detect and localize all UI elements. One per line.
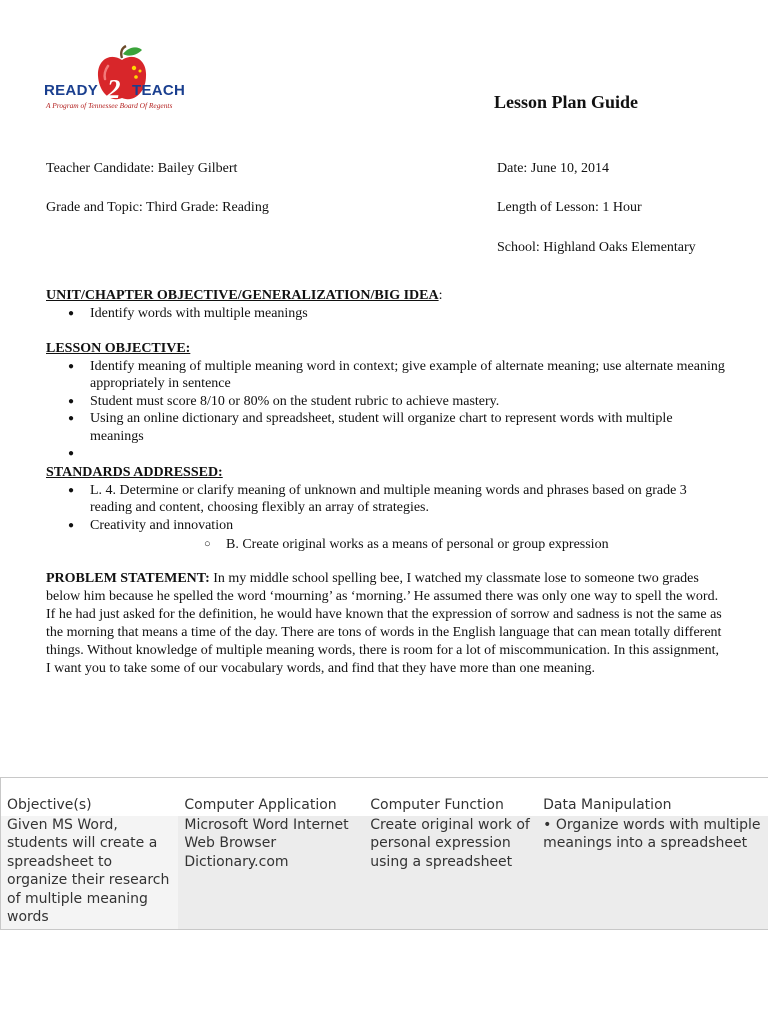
school-name: School: Highland Oaks Elementary: [497, 240, 696, 255]
cell-computer-application: Microsoft Word Internet Web Browser Dictionary.com: [178, 816, 364, 930]
unit-objective-heading: UNIT/CHAPTER OBJECTIVE/GENERALIZATION/BIG IDEA: [46, 288, 439, 303]
header-objectives: Objective(s): [1, 778, 179, 816]
list-item-empty: [90, 445, 726, 463]
page-title: Lesson Plan Guide: [494, 92, 639, 112]
standards-list: [46, 482, 726, 554]
logo-word-ready: READY: [44, 82, 99, 99]
unit-objective-list: [46, 305, 726, 323]
cell-objectives: Given MS Word, students will create a spreadsheet to organize their research of multiple meaning words: [1, 816, 179, 930]
ready2teach-logo: [44, 44, 190, 116]
problem-statement-text: In my middle school spelling bee, I watched my classmate lose to someone two grades below him because he spelled the word ‘mourning’ as ‘morning.’ He assumed there was only one way to spell the word. If he had just asked for the definition, he would have known that the expression of sorrow and sadness is not the same as the morning that means a time of the day. There are tons of words in the English language that can mean totally different things. Without knowledge of multiple meaning words, there is room for a lot of miscommunication. In this assignment, I want you to take some of our vocabulary words, and find that they have more than one meaning.: [46, 571, 722, 676]
cell-computer-function: Create original work of personal expression using a spreadsheet: [364, 816, 537, 930]
list-item: ● Identify words with multiple meanings: [90, 305, 726, 323]
objectives-table: [0, 777, 768, 930]
list-item: ● Using an online dictionary and spreadsheet, student will organize chart to represent words with multiple meanings: [90, 410, 726, 445]
problem-statement: [46, 570, 722, 678]
lesson-date: Date: June 10, 2014: [497, 161, 609, 176]
problem-statement-label: PROBLEM STATEMENT:: [46, 571, 210, 586]
table-header-row: [1, 778, 768, 816]
unit-objective-section: UNIT/CHAPTER OBJECTIVE/GENERALIZATION/BIG IDEA: ● Identify words with multiple meanings: [46, 287, 726, 322]
list-item: ● Student must score 8/10 or 80% on the student rubric to achieve mastery.: [90, 393, 726, 411]
standards-section: [46, 464, 726, 554]
cell-data-manipulation: • Organize words with multiple meanings into a spreadsheet: [537, 816, 768, 930]
header-data-manipulation: Data Manipulation: [537, 778, 768, 816]
standards-heading: STANDARDS ADDRESSED:: [46, 465, 223, 480]
logo-digit: 2: [107, 74, 121, 104]
list-item: ● Creativity and innovation: [90, 517, 726, 535]
logo-tagline: A Program of Tennessee Board Of Regents: [46, 101, 173, 110]
lesson-objective-list: [46, 358, 726, 463]
logo-word-teach: TEACH: [132, 82, 186, 99]
grade-and-topic: Grade and Topic: Third Grade: Reading: [46, 200, 269, 215]
lesson-objective-section: [46, 340, 726, 463]
header-computer-function: Computer Function: [364, 778, 537, 816]
lesson-objective-heading: LESSON OBJECTIVE:: [46, 341, 191, 356]
list-item: ● L. 4. Determine or clarify meaning of unknown and multiple meaning words and phrases based on grade 3 reading and content, choosing flexibly an array of strategies.: [90, 482, 726, 517]
list-item: ● Identify meaning of multiple meaning word in context; give example of alternate meaning; use alternate meaning appropriately in sentence: [90, 358, 726, 393]
lesson-length: Length of Lesson: 1 Hour: [497, 200, 642, 215]
teacher-candidate: Teacher Candidate: Bailey Gilbert: [46, 161, 238, 176]
table-row: [1, 816, 768, 930]
sub-list-item: ○ B. Create original works as a means of personal or group expression: [90, 536, 726, 554]
header-computer-application: Computer Application: [178, 778, 364, 816]
